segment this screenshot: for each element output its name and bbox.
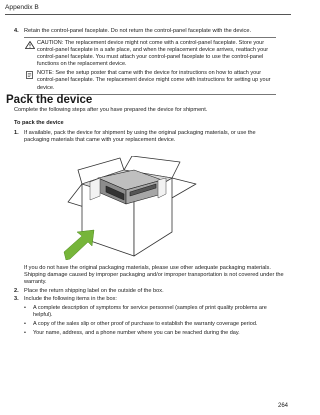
caution-text: The replacement device might not come with a control-panel faceplate. Store your control-panel faceplate in a safe place, and when the replacement device arrives, reattach your control-panel faceplate. You must attach your control-panel faceplate to use the control-panel functions on the replacement device.: [37, 40, 269, 68]
step-text: Place the return shipping label on the outside of the box.: [24, 288, 164, 294]
section-intro: Complete the following steps after you have prepared the device for shipment.: [14, 107, 208, 113]
note: [24, 70, 276, 91]
step-number: 3.: [14, 296, 19, 302]
caution-icon: [25, 41, 35, 49]
procedure-heading: To pack the device: [14, 120, 64, 126]
packing-box-illustration: [62, 156, 206, 260]
note-text: See the setup poster that came with the device for instructions on how to attach your control-panel faceplate. The replacement device might come with instructions for setting up your device.: [37, 70, 271, 91]
header-rule: [5, 14, 291, 15]
step-text: Retain the control-panel faceplate. Do not return the control-panel faceplate with the device.: [24, 28, 251, 34]
section-title: Pack the device: [6, 94, 93, 106]
running-head: Appendix B: [5, 4, 39, 11]
note-top-rule: [24, 37, 276, 38]
caution-note: [24, 40, 276, 68]
note-icon: [25, 71, 35, 79]
step-number: 1.: [14, 130, 19, 136]
page-number: 264: [277, 403, 288, 409]
step-text: If available, pack the device for shipment by using the original packaging materials, or use the packaging materials that came with your replacement device.: [24, 130, 256, 144]
caution-note-box: [24, 37, 276, 95]
down-arrow-icon: [64, 230, 94, 260]
caution-label: CAUTION:: [37, 40, 64, 46]
note-label: NOTE:: [37, 70, 54, 77]
step-text: Include the following items in the box:: [24, 296, 117, 302]
step-number: 4.: [14, 28, 19, 34]
packaging-warning: If you do not have the original packaging materials, please use other adequate packaging materials. Shipping damage caused by improper packaging and/or improper transportation is not covered under the warranty.: [24, 265, 284, 286]
step-number: 2.: [14, 288, 19, 294]
